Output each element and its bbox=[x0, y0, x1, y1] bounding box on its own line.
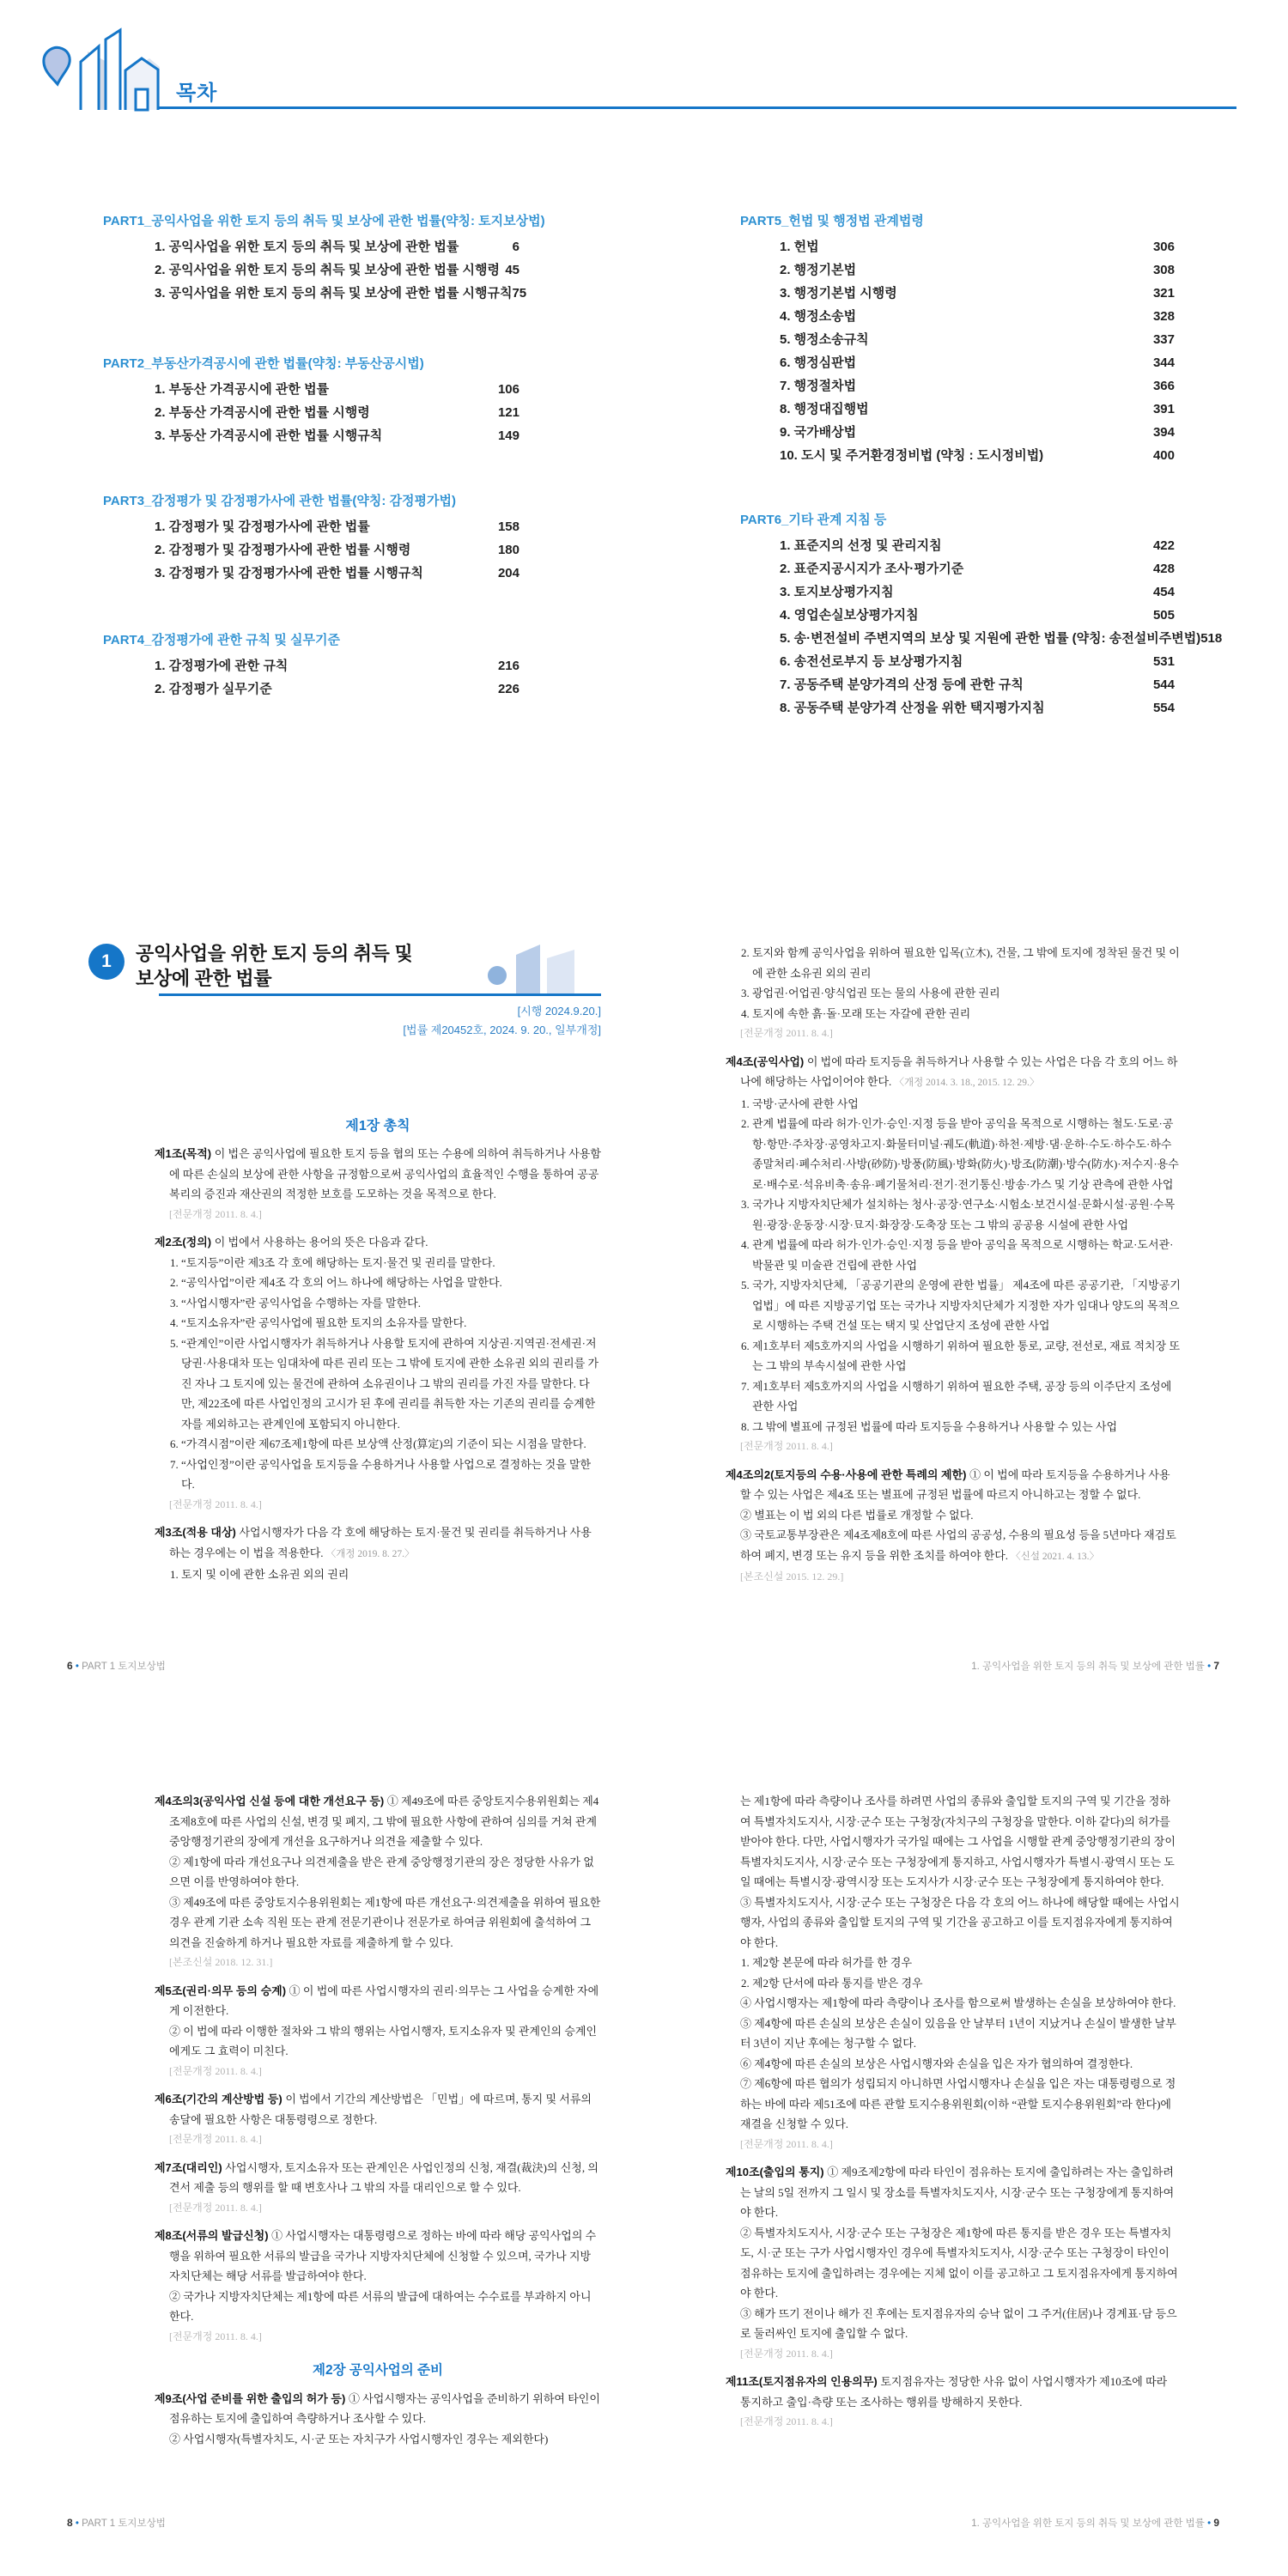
article-head: 제5조(권리·의무 등의 승계) bbox=[155, 1984, 289, 1997]
toc-entry-label: 4. 행정소송법 bbox=[780, 309, 857, 324]
law-meta bbox=[301, 1002, 601, 1040]
toc-entry-label: 7. 공동주택 분양가격의 산정 등에 관한 규칙 bbox=[780, 677, 1024, 692]
footer-label: 1. 공익사업을 위한 토지 등의 취득 및 보상에 관한 법률 bbox=[971, 2518, 1205, 2529]
toc-entry-page: 149 bbox=[497, 428, 519, 443]
toc-entry bbox=[155, 237, 519, 260]
law-block-note: [전문개정 2011. 8. 4.] bbox=[740, 1027, 833, 1039]
toc-entry-label: 6. 행정심판법 bbox=[780, 355, 857, 370]
toc-entry bbox=[155, 679, 519, 702]
law-block-cont: ② 사업시행자(특별자치도, 시·군 또는 자치구가 사업시행자인 경우는 제외한다) bbox=[169, 2432, 549, 2445]
toc-entry-page: 518 bbox=[1200, 631, 1223, 646]
toc-entry-label: 5. 송·변전설비 주변지역의 보상 및 지원에 관한 법률 (약칭: 송전설비주변법) bbox=[780, 631, 1201, 646]
footer-bullet: • bbox=[1204, 1662, 1214, 1672]
law-block-cont: ⑤ 제4항에 따른 손실의 보상은 손실이 있음을 안 날부터 1년이 지났거나 손실이 발생한 날부터 3년이 지난 후에는 청구할 수 없다. bbox=[740, 2016, 1176, 2050]
toc-part-1 bbox=[103, 211, 545, 307]
toc-part-items bbox=[155, 380, 519, 449]
toc-entry-label: 2. 감정평가 실무기준 bbox=[155, 682, 272, 696]
toc-entry-label: 2. 공익사업을 위한 토지 등의 취득 및 보상에 관한 법률 시행령 bbox=[155, 263, 500, 277]
law-block-note: [전문개정 2011. 8. 4.] bbox=[169, 2133, 262, 2145]
title-deco-icon bbox=[485, 941, 605, 994]
article-head: 제1조(목적) bbox=[155, 1147, 215, 1160]
toc-entry bbox=[780, 605, 1175, 629]
toc-entry-label: 2. 행정기본법 bbox=[780, 263, 857, 277]
toc-entry bbox=[155, 563, 519, 586]
law-block-cont: ② 이 법에 따라 이행한 절차와 그 밖의 행위는 사업시행자, 토지소유자 및 관계인의 승계인에게도 그 효력이 미친다. bbox=[169, 2024, 598, 2057]
footer-page-number: 9 bbox=[1213, 2517, 1219, 2529]
toc-entry-page: 505 bbox=[1152, 608, 1175, 623]
footer-page-number: 7 bbox=[1213, 1660, 1219, 1672]
toc-entry-page: 158 bbox=[497, 519, 519, 534]
law-block-cont: ③ 특별자치도지사, 시장·군수 또는 구청장은 다음 각 호의 어느 하나에 해당할 때에는 사업시행자, 사업의 종류와 출입할 토지의 구역 및 기간을 공고하고 이를 토지점유자에게 통지하여야 한다. bbox=[740, 1895, 1180, 1949]
toc-entry-page: 531 bbox=[1152, 654, 1175, 669]
law-block-item: 4. 관계 법률에 따라 허가·인가·승인·지정 등을 받아 공익을 목적으로 시행하는 학교·도서관·박물관 및 미술관 건립에 관한 사업 bbox=[741, 1238, 1174, 1272]
law-block-art: 제4조의2(토지등의 수용·사용에 관한 특례의 제한) ① 이 법에 따라 토지등을 수용하거나 사용할 수 있는 사업은 제4조 또는 별표에 규정된 법률에 따르지 아니하고는 정할 수 없다. bbox=[726, 1467, 1170, 1501]
toc-entry-label: 3. 행정기본법 시행령 bbox=[780, 286, 897, 301]
toc-entry bbox=[155, 380, 519, 403]
toc-part-3 bbox=[103, 491, 519, 586]
law-block-cont: ③ 해가 뜨기 전이나 해가 진 후에는 토지점유자의 승낙 없이 그 주거(住居)나 경계표·담 등으로 둘러싸인 토지에 출입할 수 없다. bbox=[740, 2306, 1177, 2340]
law-block-item: 4. “토지소유자”란 공익사업에 필요한 토지의 소유자를 말한다. bbox=[170, 1316, 467, 1329]
toc-entry bbox=[780, 629, 1223, 652]
toc-entry bbox=[780, 652, 1175, 675]
page6-body bbox=[155, 1144, 601, 1652]
law-block-note: [전문개정 2011. 8. 4.] bbox=[169, 2330, 262, 2342]
toc-entry bbox=[155, 656, 519, 679]
toc-entry-page: 544 bbox=[1152, 677, 1175, 692]
law-block-item: 1. 제2항 본문에 따라 허가를 한 경우 bbox=[741, 1956, 913, 1969]
toc-part-title: PART4_감정평가에 관한 규칙 및 실무기준 bbox=[103, 633, 340, 647]
amendment-note: 〈개정 2019. 8. 27.〉 bbox=[325, 1548, 415, 1559]
article-head: 제10조(출입의 통지) bbox=[726, 2166, 828, 2178]
toc-entry-page: 337 bbox=[1152, 332, 1175, 347]
toc-entry bbox=[155, 403, 519, 426]
law-block-note: [전문개정 2011. 8. 4.] bbox=[169, 2064, 262, 2077]
law-block-art: 제7조(대리인) 사업시행자, 토지소유자 또는 관계인은 사업인정의 신청, 재결(裁決)의 신청, 의견서 제출 등의 행위를 할 때 변호사나 그 밖의 자를 대리인으로 할 수 있다. bbox=[155, 2160, 598, 2194]
toc-entry-label: 3. 토지보상평가지침 bbox=[780, 585, 894, 599]
law-block-art: 제10조(출입의 통지) ① 제9조제2항에 따라 타인이 점유하는 토지에 출입하려는 자는 출입하려는 날의 5일 전까지 그 일시 및 장소를 특별자치도지사, 시장·군수 또는 구청장에게 통지하여야 한다. bbox=[726, 2166, 1175, 2219]
article-head: 제4조의3(공익사업 신설 등에 대한 개선요구 등) bbox=[155, 1795, 387, 1807]
toc-entry-label: 2. 부동산 가격공시에 관한 법률 시행령 bbox=[155, 405, 370, 420]
law-block-plain: 는 제1항에 따라 측량이나 조사를 하려면 사업의 종류와 출입할 토지의 구역 및 기간을 정하여 특별자치도지사, 시장·군수 또는 구청장(자치구의 구청장을 말한다. 이하 같다)의 허가를 받아야 한다. 다만, 사업시행자가 국가일 때에는 그 사업을 시행할 관계 중앙행정기관의 장이 특별자치도지사, 시장·군수 또는 구청장에게 통지하고, 사업시행자가 특별시·광역시 또는 도일 때에는 특별시장·광역시장 또는 도지사가 시장·군수 또는 구청장에게 통지하여야 한다. bbox=[740, 1795, 1176, 1888]
footer-label: PART 1 토지보상법 bbox=[82, 2518, 166, 2529]
toc-entry-page: 308 bbox=[1152, 263, 1175, 277]
toc-part-items bbox=[780, 536, 1223, 721]
footer-label: PART 1 토지보상법 bbox=[82, 1662, 166, 1672]
toc-entry-label: 1. 헌법 bbox=[780, 240, 819, 254]
toc-entry bbox=[780, 353, 1175, 376]
law-block-item: 6. 제1호부터 제5호까지의 사업을 시행하기 위하여 필요한 통로, 교량, 전선로, 재료 적치장 또는 그 밖의 부속시설에 관한 사업 bbox=[741, 1339, 1181, 1372]
toc-part-6 bbox=[740, 510, 1223, 721]
toc-entry-label: 1. 공익사업을 위한 토지 등의 취득 및 보상에 관한 법률 bbox=[155, 240, 459, 254]
toc-entry-label: 9. 국가배상법 bbox=[780, 425, 857, 440]
article-head: 제4조의2(토지등의 수용·사용에 관한 특례의 제한) bbox=[726, 1467, 970, 1481]
toc-part-4 bbox=[103, 630, 519, 702]
toc-entry bbox=[155, 540, 519, 563]
toc-entry-page: 121 bbox=[497, 405, 519, 420]
law-block-art: 제8조(서류의 발급신청) ① 사업시행자는 대통령령으로 정하는 바에 따라 해당 공익사업의 수행을 위하여 필요한 서류의 발급을 국가나 지방자치단체에 신청할 수 있으며, 국가나 지방자치단체는 해당 서류를 발급하여야 한다. bbox=[155, 2229, 597, 2282]
law-block-note: [전문개정 2011. 8. 4.] bbox=[169, 1498, 262, 1510]
law-block-item: 6. “가격시점”이란 제67조제1항에 따른 보상액 산정(算定)의 기준이 되는 시점을 말한다. bbox=[170, 1437, 586, 1450]
toc-entry bbox=[155, 283, 527, 307]
toc-entry-page: 226 bbox=[497, 682, 519, 696]
toc-entry-page: 6 bbox=[512, 240, 519, 254]
toc-entry-label: 4. 영업손실보상평가지침 bbox=[780, 608, 919, 623]
toc-entry bbox=[780, 307, 1175, 330]
footer-label: 1. 공익사업을 위한 토지 등의 취득 및 보상에 관한 법률 bbox=[971, 1662, 1205, 1672]
law-block-item: 1. 토지 및 이에 관한 소유권 외의 권리 bbox=[170, 1568, 349, 1581]
toc-part-title: PART6_기타 관계 지침 등 bbox=[740, 513, 887, 527]
toc-entry-page: 75 bbox=[512, 286, 527, 301]
toc-entry-label: 3. 부동산 가격공시에 관한 법률 시행규칙 bbox=[155, 428, 383, 443]
article-head: 제9조(사업 준비를 위한 출입의 허가 등) bbox=[155, 2391, 349, 2405]
toc-entry-page: 428 bbox=[1152, 562, 1175, 576]
toc-entry-page: 328 bbox=[1152, 309, 1175, 324]
article-head: 제11조(토지점유자의 인용의무) bbox=[726, 2375, 881, 2388]
law-block-note: [전문개정 2011. 8. 4.] bbox=[740, 2415, 833, 2427]
toc-entry-label: 8. 행정대집행법 bbox=[780, 402, 869, 416]
toc-entry-page: 45 bbox=[505, 263, 519, 277]
toc-part-title: PART1_공익사업을 위한 토지 등의 취득 및 보상에 관한 법률(약칭: 토지보상법) bbox=[103, 214, 545, 228]
toc-part-5 bbox=[740, 211, 1175, 469]
toc-entry-label: 5. 행정소송규칙 bbox=[780, 332, 869, 347]
law-block-item: 3. 국가나 지방자치단체가 설치하는 청사·공장·연구소·시험소·보건시설·문화시설·공원·수목원·광장·운동장·시장·묘지·화장장·도축장 또는 그 밖의 공공용 시설에 관한 사업 bbox=[741, 1198, 1176, 1231]
chapter-number-badge: 1 bbox=[88, 944, 125, 980]
law-block-note: [본조신설 2018. 12. 31.] bbox=[169, 1956, 273, 1968]
enforcement-date: [시행 2024.9.20.] bbox=[517, 1005, 601, 1018]
law-block-art: 제1조(목적) 이 법은 공익사업에 필요한 토지 등을 협의 또는 수용에 의하여 취득하거나 사용함에 따른 손실의 보상에 관한 사항을 규정함으로써 공익사업의 효율적인 수행을 통하여 공공복리의 증진과 재산권의 적정한 보호를 도모하는 것을 목적으로 한다. bbox=[155, 1147, 601, 1200]
page9-body bbox=[726, 1791, 1181, 2512]
toc-entry bbox=[780, 582, 1175, 605]
toc-entry bbox=[780, 376, 1175, 399]
law-block-item: 7. “사업인정”이란 공익사업을 토지등을 수용하거나 사용할 사업으로 결정하는 것을 말한다. bbox=[170, 1457, 592, 1491]
toc-entry-label: 2. 감정평가 및 감정평가사에 관한 법률 시행령 bbox=[155, 543, 411, 557]
law-block-art: 제5조(권리·의무 등의 승계) ① 이 법에 따른 사업시행자의 권리·의무는 그 사업을 승계한 자에게 이전한다. bbox=[155, 1984, 599, 2017]
toc-entry bbox=[780, 283, 1175, 307]
toc-part-items bbox=[155, 517, 519, 586]
toc-entry-page: 321 bbox=[1152, 286, 1175, 301]
law-block-art: 제11조(토지점유자의 인용의무) 토지점유자는 정당한 사유 없이 사업시행자가 제10조에 따라 통지하고 출입·측량 또는 조사하는 행위를 방해하지 못한다. bbox=[726, 2375, 1168, 2409]
footer-bullet: • bbox=[1204, 2518, 1214, 2529]
toc-entry-label: 10. 도시 및 주거환경정비법 (약칭 : 도시정비법) bbox=[780, 448, 1044, 463]
toc-entry-label: 1. 부동산 가격공시에 관한 법률 bbox=[155, 382, 330, 397]
law-block-item: 2. 제2항 단서에 따라 통지를 받은 경우 bbox=[741, 1976, 923, 1990]
toc-part-title: PART3_감정평가 및 감정평가사에 관한 법률(약칭: 감정평가법) bbox=[103, 494, 457, 508]
toc-part-items bbox=[780, 237, 1175, 469]
toc-part-items bbox=[155, 237, 527, 307]
toc-entry-label: 1. 표준지의 선정 및 관리지침 bbox=[780, 538, 942, 553]
toc-part-items bbox=[155, 656, 519, 702]
law-block-item: 2. 관계 법률에 따라 허가·인가·승인·지정 등을 받아 공익을 목적으로 시행하는 철도·도로·공항·항만·주차장·공영차고지·화물터미널·궤도(軌道)·하천·제방·댐·운하·수도·하수도·하수종말처리·폐수처리·사방(砂防)·방풍(防風)·방화(防火)·방조(防潮)·방수(防水)·저수지·용수로·배수로·석유비축·송유·폐기물처리·전기·전기통신·방송·가스 및 기상 관측에 관한 사업 bbox=[741, 1117, 1179, 1191]
toc-entry-page: 422 bbox=[1152, 538, 1175, 553]
law-block-cont: ② 국가나 지방자치단체는 제1항에 따른 서류의 발급에 대하여는 수수료를 부과하지 아니한다. bbox=[169, 2289, 592, 2323]
toc-part-title: PART5_헌법 및 행정법 관계법령 bbox=[740, 214, 924, 228]
law-block-note: [전문개정 2011. 8. 4.] bbox=[740, 2347, 833, 2360]
toc-entry bbox=[780, 260, 1175, 283]
footer-bullet: • bbox=[72, 2518, 82, 2529]
toc-entry-label: 8. 공동주택 분양가격 산정을 위한 택지평가지침 bbox=[780, 701, 1045, 715]
law-block-note: [본조신설 2015. 12. 29.] bbox=[740, 1571, 844, 1583]
law-block-art: 제2조(정의) 이 법에서 사용하는 용어의 뜻은 다음과 같다. bbox=[155, 1236, 428, 1249]
law-block-art: 제4조의3(공익사업 신설 등에 대한 개선요구 등) ① 제49조에 따른 중앙토지수용위원회는 제4조제8호에 따른 사업의 신설, 변경 및 폐지, 그 밖에 필요한 사항에 관하여 심의를 거쳐 관계 중앙행정기관의 장에게 개선을 요구하거나 의견을 제출할 수 있다. bbox=[155, 1795, 599, 1848]
toc-entry bbox=[780, 330, 1175, 353]
toc-entry-page: 204 bbox=[497, 566, 519, 580]
law-block-item: 8. 그 밖에 별표에 규정된 법률에 따라 토지등을 수용하거나 사용할 수 있는 사업 bbox=[741, 1419, 1118, 1433]
toc-entry bbox=[780, 536, 1175, 559]
law-block-art: 제9조(사업 준비를 위한 출입의 허가 등) ① 사업시행자는 공익사업을 준비하기 위하여 타인이 점유하는 토지에 출입하여 측량하거나 조사할 수 있다. bbox=[155, 2391, 600, 2425]
law-block-cont: ② 제1항에 따라 개선요구나 의견제출을 받은 관계 중앙행정기관의 장은 정당한 사유가 없으면 이를 반영하여야 한다. bbox=[169, 1855, 594, 1888]
toc-heading: 목차 bbox=[176, 82, 218, 105]
toc-entry-page: 306 bbox=[1152, 240, 1175, 254]
law-block-cont: ④ 사업시행자는 제1항에 따라 측량이나 조사를 함으로써 발생하는 손실을 보상하여야 한다. bbox=[740, 1996, 1176, 2009]
law-block-note: [전문개정 2011. 8. 4.] bbox=[169, 1207, 262, 1220]
article-head: 제6조(기간의 계산방법 등) bbox=[155, 2093, 286, 2105]
toc-rule bbox=[157, 106, 1236, 109]
law-block-note: [전문개정 2011. 8. 4.] bbox=[740, 2137, 833, 2150]
footer-page-number: 6 bbox=[67, 1660, 73, 1672]
toc-part-title: PART2_부동산가격공시에 관한 법률(약칭: 부동산공시법) bbox=[103, 356, 424, 371]
toc-entry bbox=[780, 446, 1175, 469]
toc-entry-page: 216 bbox=[497, 659, 519, 673]
law-block-item: 2. “공익사업”이란 제4조 각 호의 어느 하나에 해당하는 사업을 말한다. bbox=[170, 1276, 502, 1289]
footer-bullet: • bbox=[72, 1662, 82, 1672]
law-title-line1: 공익사업을 위한 토지 등의 취득 및 bbox=[136, 943, 413, 964]
toc-entry-label: 1. 감정평가에 관한 규칙 bbox=[155, 659, 289, 673]
toc-entry bbox=[155, 517, 519, 540]
page8-body bbox=[155, 1791, 601, 2512]
toc-part-2 bbox=[103, 354, 519, 449]
law-block-art: 제3조(적용 대상) 사업시행자가 다음 각 호에 해당하는 토지·물건 및 권리를 취득하거나 사용하는 경우에는 이 법을 적용한다. 〈개정 2019. 8. 27.〉 bbox=[155, 1526, 592, 1559]
law-block-item: 7. 제1호부터 제5호까지의 사업을 시행하기 위하여 필요한 주택, 공장 등의 이주단지 조성에 관한 사업 bbox=[741, 1379, 1172, 1413]
toc-entry-label: 6. 송전선로부지 등 보상평가지침 bbox=[780, 654, 963, 669]
law-block-cont: ⑦ 제6항에 따른 협의가 성립되지 아니하면 사업시행자나 손실을 입은 자는 대통령령으로 정하는 바에 따라 제51조에 따른 관할 토지수용위원회(이하 “관할 토지수용위원회”라 한다)에 재결을 신청할 수 있다. bbox=[740, 2077, 1176, 2130]
toc-entry-page: 366 bbox=[1152, 379, 1175, 393]
toc-entry-label: 3. 감정평가 및 감정평가사에 관한 법률 시행규칙 bbox=[155, 566, 423, 580]
article-head: 제3조(적용 대상) bbox=[155, 1526, 240, 1539]
toc-entry bbox=[780, 559, 1175, 582]
toc-entry bbox=[780, 698, 1175, 721]
law-number: [법률 제20452호, 2024. 9. 20., 일부개정] bbox=[403, 1024, 601, 1036]
toc-entry bbox=[780, 675, 1175, 698]
toc-entry-label: 7. 행정절차법 bbox=[780, 379, 857, 393]
section-heading: 제1장 총칙 bbox=[345, 1119, 410, 1133]
law-block-item: 5. “관계인”이란 사업시행자가 취득하거나 사용할 토지에 관하여 지상권·지역권·전세권·저당권·사용대차 또는 임대차에 따른 권리 또는 그 밖에 토지에 관한 소유권 외의 권리를 가진 자나 그 토지에 있는 물건에 관하여 소유권이나 그 밖의 권리를 가진 자를 말한다. 다만, 제22조에 따른 사업인정의 고시가 된 후에 권리를 취득한 자는 기존의 권리를 승계한 자를 제외하고는 관계인에 포함되지 아니한다. bbox=[170, 1336, 599, 1431]
toc-entry bbox=[780, 422, 1175, 446]
article-head: 제7조(대리인) bbox=[155, 2160, 226, 2174]
page-footer-right bbox=[726, 1659, 1219, 1673]
toc-entry-page: 554 bbox=[1152, 701, 1175, 715]
toc-entry-page: 180 bbox=[497, 543, 519, 557]
law-block-item: 3. “사업시행자”란 공익사업을 수행하는 자를 말한다. bbox=[170, 1296, 421, 1309]
toc-entry bbox=[155, 260, 519, 283]
law-block-cont: ⑥ 제4항에 따른 손실의 보상은 사업시행자와 손실을 입은 자가 협의하여 결정한다. bbox=[740, 2057, 1133, 2070]
law-block-cont: ② 특별자치도지사, 시장·군수 또는 구청장은 제1항에 따른 통지를 받은 경우 또는 특별자치도, 시·군 또는 구가 사업시행자인 경우에 특별자치도지사, 시장·군수 또는 구청장이 타인이 점유하는 토지에 출입하려는 경우에는 지체 없이 이를 공고하고 그 토지점유자에게 통지하여야 한다. bbox=[740, 2226, 1178, 2300]
page-footer-left bbox=[67, 1659, 166, 1673]
toc-entry bbox=[780, 399, 1175, 422]
toc-entry-label: 2. 표준지공시지가 조사·평가기준 bbox=[780, 562, 964, 576]
law-block-item: 5. 국가, 지방자치단체, 「공공기관의 운영에 관한 법률」 제4조에 따른 공공기관, 「지방공기업법」에 따른 지방공기업 또는 국가나 지방자치단체가 지정한 자가 임대나 양도의 목적으로 시행하는 주택 건설 또는 택지 및 산업단지 조성에 관한 사업 bbox=[741, 1279, 1181, 1332]
toc-entry bbox=[155, 426, 519, 449]
article-head: 제8조(서류의 발급신청) bbox=[155, 2229, 272, 2242]
law-block-item: 4. 토지에 속한 흙·돌·모래 또는 자갈에 관한 권리 bbox=[741, 1006, 971, 1020]
toc-entry-page: 106 bbox=[497, 382, 519, 397]
law-block-note: [전문개정 2011. 8. 4.] bbox=[740, 1440, 833, 1452]
toc-entry-page: 344 bbox=[1152, 355, 1175, 370]
law-title bbox=[136, 941, 505, 991]
title-rule bbox=[159, 993, 601, 996]
toc-entry-label: 1. 감정평가 및 감정평가사에 관한 법률 bbox=[155, 519, 370, 534]
toc-entry bbox=[780, 237, 1175, 260]
article-head: 제2조(정의) bbox=[155, 1236, 215, 1249]
law-block-item: 1. 국방·군사에 관한 사업 bbox=[741, 1097, 859, 1110]
law-title-line2: 보상에 관한 법률 bbox=[136, 968, 272, 989]
page7-body bbox=[726, 943, 1181, 1652]
toc-entry-page: 391 bbox=[1152, 402, 1175, 416]
article-head: 제4조(공익사업) bbox=[726, 1054, 807, 1068]
law-block-item: 3. 광업권·어업권·양식업권 또는 물의 사용에 관한 권리 bbox=[741, 987, 1000, 999]
toc-entry-page: 394 bbox=[1152, 425, 1175, 440]
law-block-cont: ② 별표는 이 법 외의 다른 법률로 개정할 수 없다. bbox=[740, 1508, 974, 1522]
footer-page-number: 8 bbox=[67, 2517, 73, 2529]
law-block-cont: ③ 제49조에 따른 중앙토지수용위원회는 제1항에 따른 개선요구·의견제출을 위하여 필요한 경우 관계 기관 소속 직원 또는 관계 전문기관이나 전문가로 하여금 위원회에 출석하여 그 의견을 진술하게 하거나 필요한 자료를 제출하게 할 수 있다. bbox=[169, 1895, 601, 1949]
law-block-chap: 제2장 공익사업의 준비 bbox=[313, 2363, 443, 2378]
law-block-note: [전문개정 2011. 8. 4.] bbox=[169, 2201, 262, 2214]
page-footer-left bbox=[67, 2516, 166, 2530]
toc-entry-page: 454 bbox=[1152, 585, 1175, 599]
law-block-art: 제6조(기간의 계산방법 등) 이 법에서 기간의 계산방법은 「민법」에 따르며, 통지 및 서류의 송달에 필요한 사항은 대통령령으로 정한다. bbox=[155, 2093, 592, 2126]
amendment-note: 〈개정 2014. 3. 18., 2015. 12. 29.〉 bbox=[894, 1078, 1040, 1088]
page-footer-right bbox=[726, 2516, 1219, 2530]
amendment-note: 〈신설 2021. 4. 13.〉 bbox=[1011, 1551, 1099, 1562]
law-block-cont: ③ 국토교통부장관은 제4조제8호에 따른 사업의 공공성, 수용의 필요성 등을 5년마다 재검토하여 폐지, 변경 또는 유지 등을 위한 조치를 하여야 한다. 〈신설 2021. 4. 13.〉 bbox=[740, 1528, 1176, 1562]
law-block-art: 제4조(공익사업) 이 법에 따라 토지등을 취득하거나 사용할 수 있는 사업은 다음 각 호의 어느 하나에 해당하는 사업이어야 한다. 〈개정 2014. 3. 18., 2015. 12. 29.〉 bbox=[726, 1054, 1178, 1088]
law-block-item: 1. “토지등”이란 제3조 각 호에 해당하는 토지·물건 및 권리를 말한다. bbox=[170, 1255, 495, 1269]
publisher-logo-icon bbox=[31, 22, 165, 112]
law-block-item: 2. 토지와 함께 공익사업을 위하여 필요한 입목(立木), 건물, 그 밖에 토지에 정착된 물건 및 이에 관한 소유권 외의 권리 bbox=[741, 946, 1180, 980]
toc-entry-label: 3. 공익사업을 위한 토지 등의 취득 및 보상에 관한 법률 시행규칙 bbox=[155, 286, 513, 301]
toc-entry-page: 400 bbox=[1152, 448, 1175, 463]
